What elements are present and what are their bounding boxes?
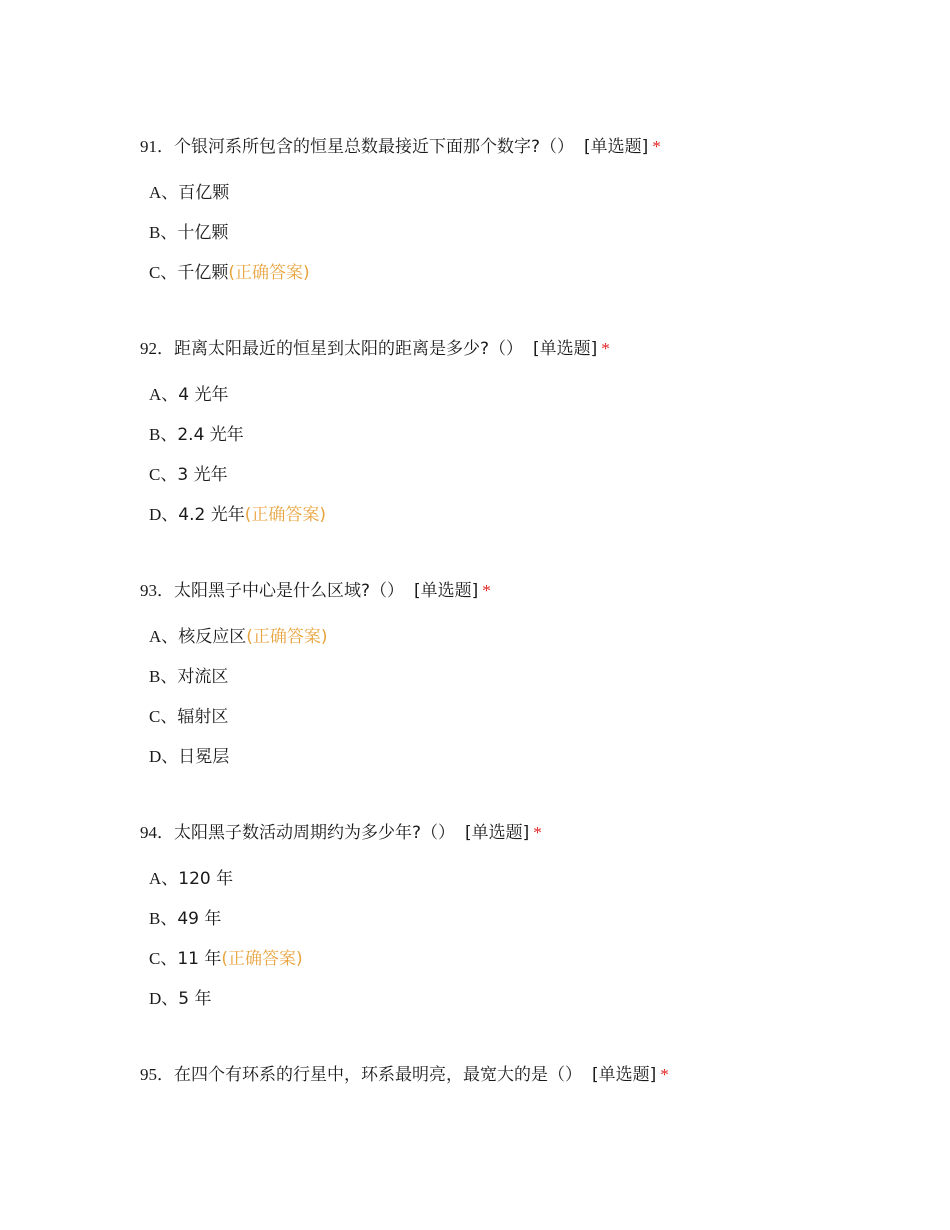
question-type-label: [单选题] <box>414 581 479 601</box>
question-text: 在四个有环系的行星中，环系最明亮，最宽大的是（） <box>174 1065 582 1085</box>
option-letter: C、 <box>149 949 178 968</box>
option-letter: D、 <box>149 989 179 1008</box>
question-type-label: [单选题] <box>533 339 598 359</box>
option-b[interactable] <box>149 665 920 689</box>
option-letter: D、 <box>149 505 179 524</box>
question-number: 92． <box>140 339 174 358</box>
option-letter: C、 <box>149 707 178 726</box>
option-d[interactable] <box>149 503 920 527</box>
correct-answer-mark: (正确答案) <box>228 263 310 283</box>
question-title <box>140 337 920 361</box>
question-number: 95． <box>140 1065 174 1084</box>
option-letter: C、 <box>149 465 178 484</box>
question-type-label: [单选题] <box>592 1065 657 1085</box>
options-list <box>140 383 920 527</box>
option-text: 辐射区 <box>177 707 229 727</box>
option-a[interactable] <box>149 867 920 891</box>
option-letter: A、 <box>149 183 179 202</box>
option-b[interactable] <box>149 907 920 931</box>
option-letter: B、 <box>149 425 178 444</box>
option-text: 11 年 <box>177 949 222 969</box>
option-text: 4 光年 <box>178 385 229 405</box>
question-number: 91． <box>140 137 174 156</box>
option-text: 百亿颗 <box>178 183 230 203</box>
correct-answer-mark: (正确答案) <box>221 949 303 969</box>
question-type-label: [单选题] <box>465 823 530 843</box>
required-marker: * <box>652 137 661 156</box>
option-letter: A、 <box>149 869 179 888</box>
required-marker: * <box>601 339 610 358</box>
option-text: 对流区 <box>177 667 229 687</box>
options-list <box>140 181 920 285</box>
option-b[interactable] <box>149 423 920 447</box>
question-text: 太阳黑子中心是什么区域?（） <box>174 581 405 601</box>
question-94 <box>140 821 920 1027</box>
option-text: 核反应区 <box>178 627 247 647</box>
option-c[interactable] <box>149 261 920 285</box>
option-letter: A、 <box>149 385 179 404</box>
required-marker: * <box>660 1065 669 1084</box>
option-letter: B、 <box>149 909 178 928</box>
question-title <box>140 135 920 159</box>
option-text: 2.4 光年 <box>177 425 244 445</box>
option-c[interactable] <box>149 463 920 487</box>
question-92 <box>140 337 920 543</box>
question-title <box>140 579 920 603</box>
question-number: 93． <box>140 581 174 600</box>
option-a[interactable] <box>149 383 920 407</box>
options-list <box>140 625 920 769</box>
option-b[interactable] <box>149 221 920 245</box>
option-c[interactable] <box>149 705 920 729</box>
option-text: 4.2 光年 <box>178 505 245 525</box>
option-d[interactable] <box>149 987 920 1011</box>
correct-answer-mark: (正确答案) <box>244 505 326 525</box>
question-title <box>140 1063 920 1087</box>
required-marker: * <box>482 581 491 600</box>
option-a[interactable] <box>149 625 920 649</box>
question-text: 太阳黑子数活动周期约为多少年?（） <box>174 823 456 843</box>
option-a[interactable] <box>149 181 920 205</box>
question-type-label: [单选题] <box>584 137 649 157</box>
option-letter: A、 <box>149 627 179 646</box>
option-text: 千亿颗 <box>177 263 229 283</box>
option-text: 120 年 <box>178 869 234 889</box>
question-text: 距离太阳最近的恒星到太阳的距离是多少?（） <box>174 339 524 359</box>
correct-answer-mark: (正确答案) <box>246 627 328 647</box>
option-text: 5 年 <box>178 989 212 1009</box>
option-letter: D、 <box>149 747 179 766</box>
question-title <box>140 821 920 845</box>
option-text: 49 年 <box>177 909 222 929</box>
option-c[interactable] <box>149 947 920 971</box>
option-letter: B、 <box>149 667 178 686</box>
question-93 <box>140 579 920 785</box>
option-letter: B、 <box>149 223 178 242</box>
question-91 <box>140 135 920 301</box>
required-marker: * <box>533 823 542 842</box>
question-95 <box>140 1063 920 1087</box>
option-text: 日冕层 <box>178 747 230 767</box>
question-number: 94． <box>140 823 174 842</box>
option-d[interactable] <box>149 745 920 769</box>
options-list <box>140 867 920 1011</box>
option-letter: C、 <box>149 263 178 282</box>
question-text: 个银河系所包含的恒星总数最接近下面那个数字?（） <box>174 137 575 157</box>
option-text: 十亿颗 <box>177 223 229 243</box>
option-text: 3 光年 <box>177 465 228 485</box>
